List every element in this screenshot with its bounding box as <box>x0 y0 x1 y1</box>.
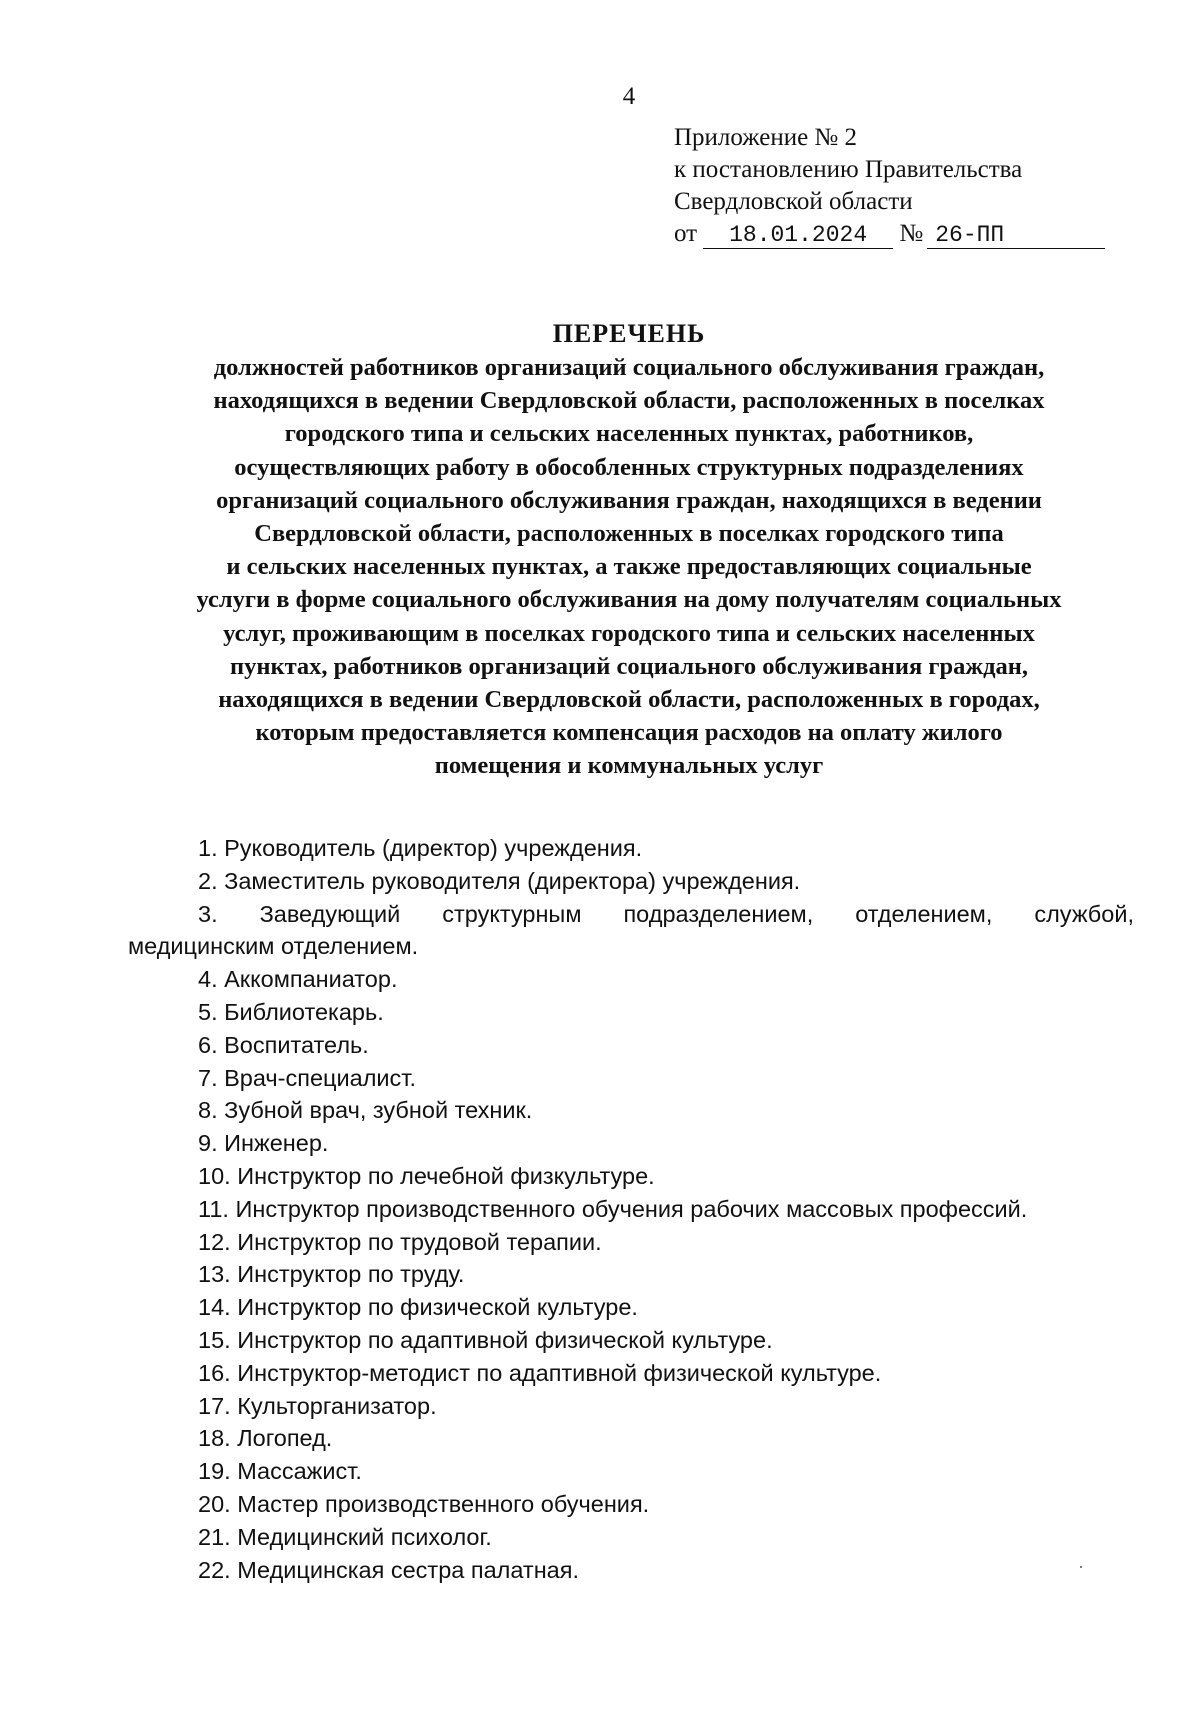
subtitle-line: помещения и коммунальных услуг <box>434 752 824 780</box>
subtitle-line: городского типа и сельских населенных пунктах, работников, <box>284 420 974 448</box>
scan-speck <box>1080 1566 1082 1568</box>
document-subtitle <box>120 351 1138 783</box>
appendix-header <box>674 122 1144 250</box>
page-number: 4 <box>622 83 636 110</box>
list-item: 14. Инструктор по физической культуре. <box>198 1294 638 1321</box>
list-item-line: 3. Заведующий структурным подразделением, отделением, службой, <box>198 900 1134 927</box>
list-item: 8. Зубной врач, зубной техник. <box>198 1097 533 1124</box>
subtitle-line: организаций социального обслуживания граждан, находящихся в ведении <box>216 486 1042 514</box>
list-item: 17. Культорганизатор. <box>198 1392 437 1419</box>
subtitle-line: услуги в форме социального обслуживания на дому получателям социальных <box>196 586 1062 614</box>
list-item: 9. Инженер. <box>198 1130 329 1157</box>
list-item: 11. Инструктор производственного обучения рабочих массовых профессий. <box>198 1195 1028 1222</box>
appendix-resolution-line: к постановлению Правительства <box>674 156 1023 183</box>
number-label: № <box>899 220 924 247</box>
list-item: 15. Инструктор по адаптивной физической культуре. <box>198 1326 773 1353</box>
list-item-continuation: медицинским отделением. <box>128 933 419 960</box>
list-item: 13. Инструктор по труду. <box>198 1261 465 1288</box>
from-label: от <box>674 220 698 247</box>
document-title: ПЕРЕЧЕНЬ <box>552 319 706 348</box>
list-item <box>128 898 1134 964</box>
list-item: 10. Инструктор по лечебной физкультуре. <box>198 1162 655 1189</box>
list-item: 4. Аккомпаниатор. <box>198 966 398 993</box>
list-item: 12. Инструктор по трудовой терапии. <box>198 1228 602 1255</box>
subtitle-line: услуг, проживающим в поселках городского типа и сельских населенных <box>223 619 1035 647</box>
list-item: 18. Логопед. <box>198 1425 333 1452</box>
appendix-title: Приложение № 2 <box>674 124 858 151</box>
subtitle-line: Свердловской области, расположенных в поселках городского типа <box>254 520 1004 548</box>
list-item: 2. Заместитель руководителя (директора) учреждения. <box>198 867 801 894</box>
list-item: 6. Воспитатель. <box>198 1031 369 1058</box>
appendix-region-line: Свердловской области <box>674 188 913 215</box>
subtitle-line: находящихся в ведении Свердловской области, расположенных в городах, <box>218 686 1040 714</box>
subtitle-line: осуществляющих работу в обособленных структурных подразделениях <box>234 453 1024 481</box>
subtitle-line: пунктах, работников организаций социального обслуживания граждан, <box>230 652 1028 680</box>
subtitle-line: находящихся в ведении Свердловской области, расположенных в поселках <box>213 387 1045 415</box>
list-item: 21. Медицинский психолог. <box>198 1523 492 1550</box>
list-item: 20. Мастер производственного обучения. <box>198 1490 650 1517</box>
subtitle-line: и сельских населенных пунктах, а также предоставляющих социальные <box>226 553 1032 581</box>
subtitle-line: должностей работников организаций социального обслуживания граждан, <box>213 354 1045 381</box>
list-item: 22. Медицинская сестра палатная. <box>198 1556 579 1583</box>
document-heading <box>120 316 1138 783</box>
list-item: 1. Руководитель (директор) учреждения. <box>198 835 643 861</box>
list-item: 19. Массажист. <box>198 1458 362 1485</box>
resolution-date: 18.01.2024 <box>703 222 893 249</box>
list-item: 5. Библиотекарь. <box>198 998 384 1025</box>
positions-list <box>128 832 1134 1586</box>
subtitle-line: которым предоставляется компенсация расходов на оплату жилого <box>255 719 1003 747</box>
list-item: 16. Инструктор-методист по адаптивной физической культуре. <box>198 1359 882 1386</box>
appendix-date-line <box>674 218 1144 250</box>
resolution-number: 26-ПП <box>927 222 1105 249</box>
list-item: 7. Врач-специалист. <box>198 1064 416 1091</box>
